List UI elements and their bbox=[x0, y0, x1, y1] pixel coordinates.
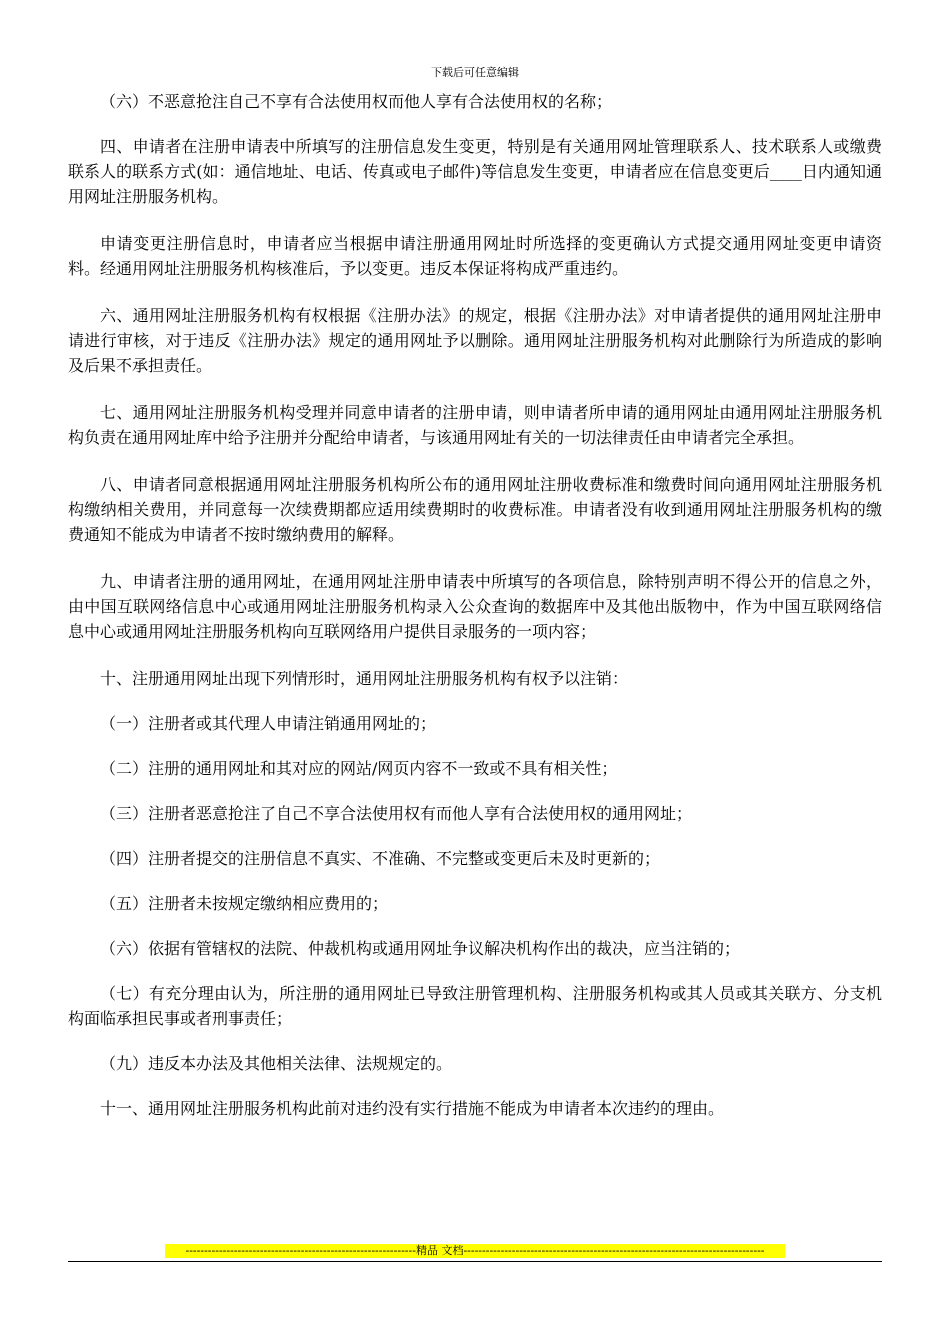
clause-paragraph: 六、通用网址注册服务机构有权根据《注册办法》的规定，根据《注册办法》对申请者提供的通用网址注册申请进行审核，对于违反《注册办法》规定的通用网址予以删除。通用网址注册服务机构对此删除行为所造成的影响及后果不承担责任。 bbox=[68, 306, 882, 375]
clause-paragraph: 申请变更注册信息时，申请者应当根据申请注册通用网址时所选择的变更确认方式提交通用网址变更申请资料。经通用网址注册服务机构核准后，予以变更。违反本保证将构成严重违约。 bbox=[68, 234, 882, 278]
clause-paragraph: 八、申请者同意根据通用网址注册服务机构所公布的通用网址注册收费标准和缴费时间向通用网址注册服务机构缴纳相关费用，并同意每一次续费期都应适用续费期时的收费标准。申请者没有收到通用网址注册服务机构的缴费通知不能成为申请者不按时缴纳费用的解释。 bbox=[68, 475, 882, 544]
clause-item: （五）注册者未按规定缴纳相应费用的； bbox=[100, 894, 389, 913]
clause-item: （九）违反本办法及其他相关法律、法规规定的。 bbox=[100, 1054, 453, 1073]
clause-item: （四）注册者提交的注册信息不真实、不准确、不完整或变更后未及时更新的； bbox=[100, 849, 661, 868]
clause-paragraph: 四、申请者在注册申请表中所填写的注册信息发生变更，特别是有关通用网址管理联系人、技术联系人或缴费联系人的联系方式(如：通信地址、电话、传真或电子邮件)等信息发生变更，申请者应在信息变更后____日内通知通用网址注册服务机构。 bbox=[68, 137, 882, 206]
clause-item: （二）注册的通用网址和其对应的网站/网页内容不一致或不具有相关性； bbox=[100, 759, 618, 778]
page-header-note: 下载后可任意编辑 bbox=[431, 66, 519, 79]
clause-paragraph: 十、注册通用网址出现下列情形时，通用网址注册服务机构有权予以注销： bbox=[100, 669, 629, 688]
clause-paragraph: 十一、通用网址注册服务机构此前对违约没有实行措施不能成为申请者本次违约的理由。 bbox=[100, 1099, 725, 1118]
clause-paragraph: 七、通用网址注册服务机构受理并同意申请者的注册申请，则申请者所申请的通用网址由通用网址注册服务机构负责在通用网址库中给予注册并分配给申请者，与该通用网址有关的一切法律责任由申请者完全承担。 bbox=[68, 403, 882, 447]
clause-item: （六）依据有管辖权的法院、仲裁机构或通用网址争议解决机构作出的裁决，应当注销的； bbox=[100, 939, 741, 958]
clause-item: （三）注册者恶意抢注了自己不享合法使用权有而他人享有合法使用权的通用网址； bbox=[100, 804, 693, 823]
footer-divider bbox=[68, 1261, 882, 1262]
clause-paragraph: 九、申请者注册的通用网址，在通用网址注册申请表中所填写的各项信息，除特别声明不得公开的信息之外，由中国互联网络信息中心或通用网址注册服务机构录入公众查询的数据库中及其他出版物中，作为中国互联网络信息中心或通用网址注册服务机构向互联网络用户提供目录服务的一项内容； bbox=[68, 572, 882, 641]
footer-highlight-label: --------------------------------------------------------------精品 文档--------------------------------------------------------------------------------- bbox=[165, 1244, 785, 1258]
clause-paragraph: （六）不恶意抢注自己不享有合法使用权而他人享有合法使用权的名称； bbox=[100, 92, 613, 111]
clause-item: （七）有充分理由认为，所注册的通用网址已导致注册管理机构、注册服务机构或其人员或其关联方、分支机构面临承担民事或者刑事责任； bbox=[68, 984, 882, 1028]
clause-item: （一）注册者或其代理人申请注销通用网址的； bbox=[100, 714, 437, 733]
document-body bbox=[68, 89, 882, 1141]
